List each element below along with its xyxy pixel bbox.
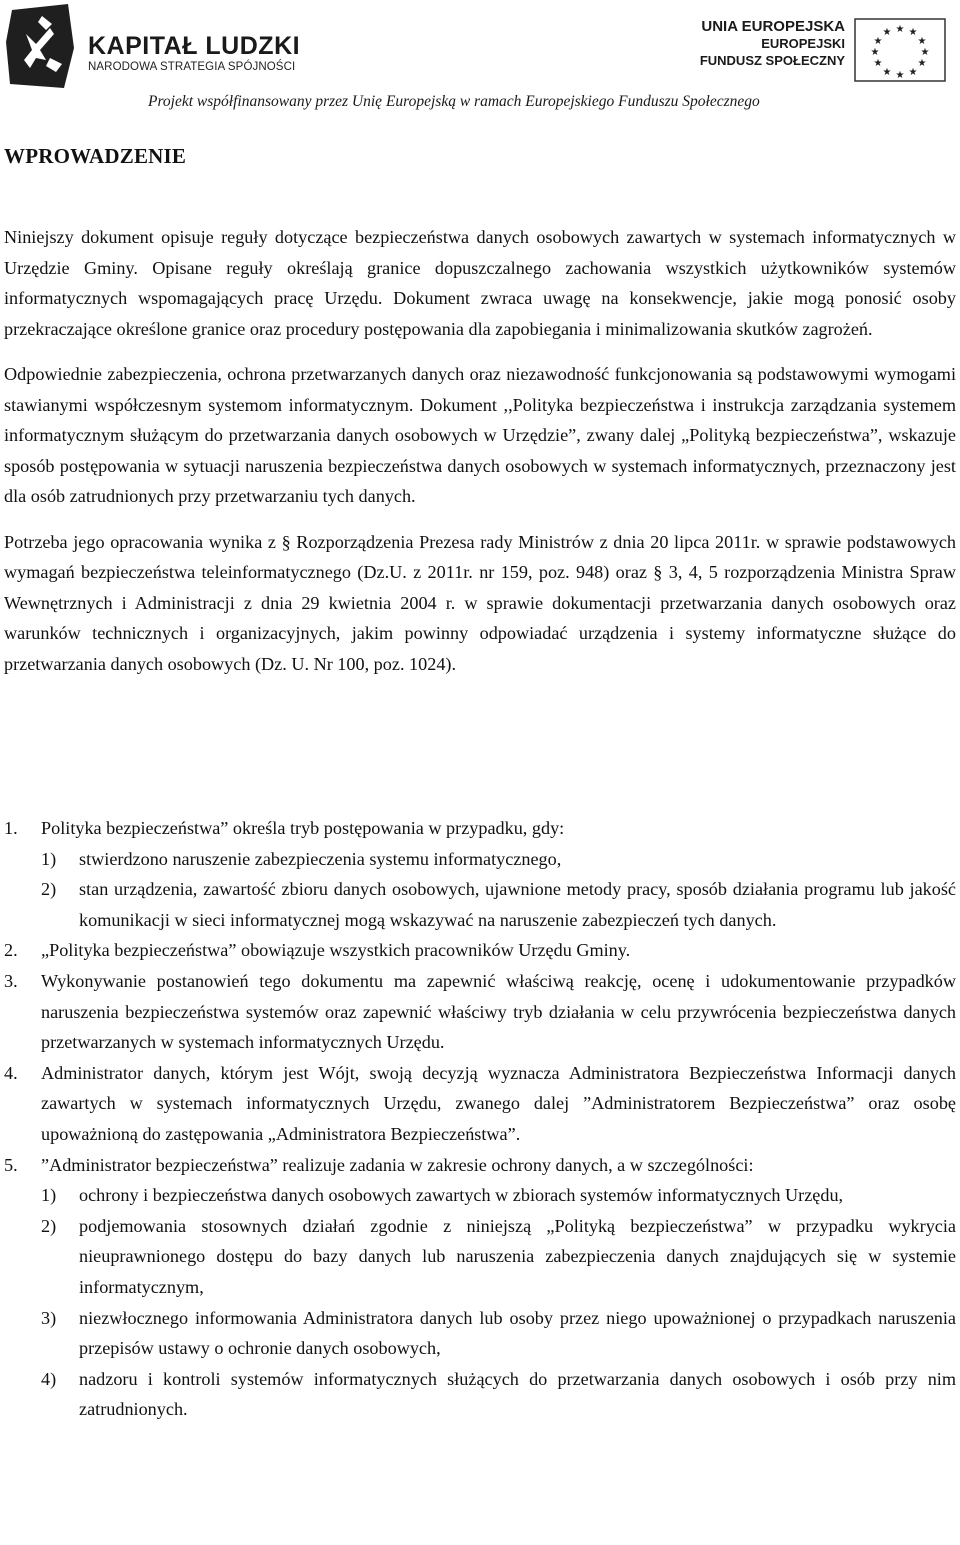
list-item-number: 2. <box>4 940 18 961</box>
kapital-ludzki-emblem-icon <box>6 4 78 90</box>
page-header <box>0 0 960 118</box>
eu-flag-icon <box>854 18 946 82</box>
list-item-text: Polityka bezpieczeństwa” określa tryb postępowania w przypadku, gdy: <box>41 818 565 838</box>
list-subitem <box>4 1211 956 1303</box>
list-subitem-text: ochrony i bezpieczeństwa danych osobowych zawartych w zbiorach systemów informatycznych Urzędu, <box>79 1185 844 1206</box>
list-subitem-text: nadzoru i kontroli systemów informatycznych służących do przetwarzania danych osobowych i osób przy nim zatrudnionych. <box>79 1368 956 1420</box>
svg-text:★: ★ <box>873 58 883 69</box>
numbered-list <box>4 813 956 1425</box>
list-item <box>4 813 956 844</box>
list-item-text: Administrator danych, którym jest Wójt, swoją decyzją wyznacza Administratora Bezpieczeństwa Informacji danych zawartych w systemach informatycznych Urzędu, zwanego dalej ”Administratorem Bezpieczeństwa” oraz osobę upoważnioną do zastępowania „Administratora Bezpieczeństwa”. <box>41 1062 956 1144</box>
list-subitem <box>4 844 956 875</box>
project-cofinancing-note: Projekt współfinansowany przez Unię Europejską w ramach Europejskiego Funduszu Społecznego <box>148 93 760 110</box>
list-item-number: 5. <box>4 1154 18 1175</box>
svg-text:★: ★ <box>882 27 892 38</box>
list-item-text: ”Administrator bezpieczeństwa” realizuje zadania w zakresie ochrony danych, a w szczególności: <box>41 1154 754 1175</box>
svg-text:★: ★ <box>895 24 905 35</box>
list-subitem-number: 4) <box>41 1368 57 1389</box>
list-subitem-text: niezwłocznego informowania Administratora danych lub osoby przez niego upoważnionej o przypadkach naruszenia przepisów ustawy o ochronie danych osobowych, <box>79 1307 956 1359</box>
list-item <box>4 1150 956 1181</box>
eu-logo-line-2: EUROPEJSKI <box>761 36 845 51</box>
list-item-number: 3. <box>4 970 18 991</box>
svg-text:★: ★ <box>908 67 918 78</box>
list-subitem-number: 1) <box>41 848 57 869</box>
svg-text:★: ★ <box>908 27 918 38</box>
kapital-ludzki-logo <box>6 4 306 90</box>
intro-paragraph-2: Odpowiednie zabezpieczenia, ochrona przetwarzanych danych oraz niezawodność funkcjonowania są podstawowymi wymogami stawianymi współczesnym systemom informatycznym. Dokument ,,Polityka bezpieczeństwa i instrukcja zarządzania systemem informatycznym służącym do przetwarzania danych osobowych w Urzędzie”, zwany dalej „Polityką bezpieczeństwa”, wskazuje sposób postępowania w sytuacji naruszenia bezpieczeństwa danych osobowych w systemach informatycznych, przeznaczony jest dla osób zatrudnionych przy przetwarzaniu tych danych. <box>4 364 956 506</box>
intro-paragraph-1: Niniejszy dokument opisuje reguły dotyczące bezpieczeństwa danych osobowych zawartych w systemach informatycznych w Urzędzie Gminy. Opisane reguły określają granice dopuszczalnego zachowania wszystkich użytkowników systemów informatycznych wspomagających pracę Urzędu. Dokument zwraca uwagę na konsekwencje, jakie mogą ponosić osoby przekraczające określone granice oraz procedury postępowania dla zapobiegania i minimalizowania skutków zagrożeń. <box>4 227 956 339</box>
eu-logo <box>690 18 960 88</box>
list-subitem-number: 2) <box>41 879 57 900</box>
list-item-text: Wykonywanie postanowień tego dokumentu ma zapewnić właściwą reakcję, ocenę i udokumentowanie przypadków naruszenia bezpieczeństwa systemów oraz zapewnić właściwy tryb działania w celu przywrócenia bezpieczeństwa danych przetwarzanych w systemach informatycznych Urzędu. <box>41 970 956 1053</box>
list-subitem-text: podjemowania stosownych działań zgodnie z niniejszą „Polityką bezpieczeństwa” w przypadku wykrycia nieuprawnionego dostępu do bazy danych lub naruszenia zabezpieczenia danych znajdujących się w systemie informatycznym, <box>79 1215 956 1297</box>
svg-text:★: ★ <box>917 36 927 47</box>
svg-text:★: ★ <box>920 47 930 58</box>
list-subitem-number: 1) <box>41 1185 57 1206</box>
list-subitem <box>4 874 956 935</box>
list-item <box>4 966 956 1058</box>
svg-text:★: ★ <box>870 47 880 58</box>
svg-text:★: ★ <box>882 67 892 78</box>
logo-title: KAPITAŁ LUDZKI <box>88 32 301 60</box>
svg-text:★: ★ <box>873 36 883 47</box>
list-subitem <box>4 1364 956 1425</box>
svg-text:★: ★ <box>895 70 905 81</box>
list-subitem-number: 3) <box>41 1307 57 1328</box>
eu-logo-line-1: UNIA EUROPEJSKA <box>701 18 845 35</box>
list-subitem <box>4 1180 956 1211</box>
svg-text:★: ★ <box>917 58 927 69</box>
list-item-text: „Polityka bezpieczeństwa” obowiązuje wszystkich pracowników Urzędu Gminy. <box>41 940 631 961</box>
list-subitem <box>4 1303 956 1364</box>
intro-paragraph-3: Potrzeba jego opracowania wynika z § Rozporządzenia Prezesa rady Ministrów z dnia 20 lipca 2011r. w sprawie podstawowych wymagań bezpieczeństwa teleinformatycznego (Dz.U. z 2011r. nr 159, poz. 948) oraz § 3, 4, 5 rozporządzenia Ministra Spraw Wewnętrznych i Administracji z dnia 29 kwietnia 2004 r. w sprawie dokumentacji przetwarzania danych osobowych oraz warunków technicznych i organizacyjnych, jakim powinny odpowiadać urządzenia i systemy informatyczne służące do przetwarzania danych osobowych (Dz. U. Nr 100, poz. 1024). <box>4 531 956 674</box>
list-item-number: 4. <box>4 1062 18 1083</box>
logo-subtitle: NARODOWA STRATEGIA SPÓJNOŚCI <box>88 61 296 73</box>
list-item-number: 1. <box>4 818 18 838</box>
list-item <box>4 1058 956 1150</box>
list-subitem-text: stwierdzono naruszenie zabezpieczenia systemu informatycznego, <box>79 848 562 869</box>
list-subitem-number: 2) <box>41 1215 57 1236</box>
list-item <box>4 935 956 966</box>
list-subitem-text: stan urządzenia, zawartość zbioru danych osobowych, ujawnione metody pracy, sposób działania programu lub jakość komunikacji w sieci informatycznej mogą wskazywać na naruszenie zabezpieczeń tych danych. <box>79 879 956 930</box>
intro-text <box>4 222 956 679</box>
section-title: WPROWADZENIE <box>4 144 187 168</box>
eu-logo-line-3: FUNDUSZ SPOŁECZNY <box>699 53 845 68</box>
